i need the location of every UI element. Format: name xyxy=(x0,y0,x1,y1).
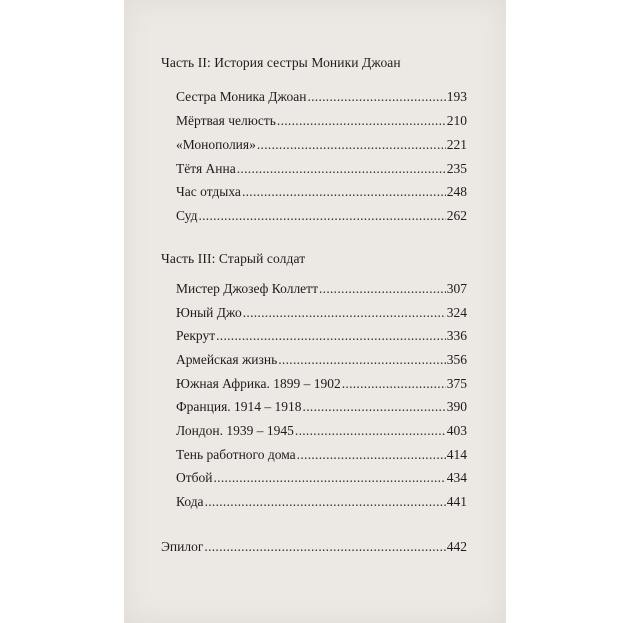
toc-entry xyxy=(176,208,467,224)
toc-entry xyxy=(176,423,467,439)
leader-dots xyxy=(198,208,445,224)
book-page xyxy=(124,0,506,623)
toc-entry xyxy=(176,328,467,344)
toc-entry-label: Мистер Джозеф Коллетт xyxy=(176,281,318,296)
toc-entry xyxy=(176,470,467,486)
toc-entry-epilogue xyxy=(161,539,467,555)
toc-entry-label: Тень работного дома xyxy=(176,447,296,462)
toc-entry-page: 307 xyxy=(446,281,467,296)
toc-entry-page: 235 xyxy=(446,161,467,176)
toc-entry-page: 262 xyxy=(446,208,467,223)
part-3-title: Часть III: Старый солдат xyxy=(161,251,306,266)
toc-entry xyxy=(176,352,467,368)
leader-dots xyxy=(216,328,446,344)
leader-dots xyxy=(204,539,445,555)
toc-entry-page: 441 xyxy=(446,494,467,509)
toc-entry-label: «Монополия» xyxy=(176,137,256,152)
toc-entry-label: Суд xyxy=(176,208,198,223)
toc-entry-page: 375 xyxy=(446,376,467,391)
toc-entry-label: Южная Африка. 1899 – 1902 xyxy=(176,376,341,391)
toc-entry xyxy=(176,113,467,129)
toc-entry xyxy=(176,161,467,177)
leader-dots xyxy=(295,423,446,439)
leader-dots xyxy=(277,113,446,129)
toc-entry xyxy=(176,305,467,321)
toc-entry-page: 442 xyxy=(446,539,467,554)
leader-dots xyxy=(257,137,446,153)
toc-entry xyxy=(176,137,467,153)
leader-dots xyxy=(307,89,445,105)
toc-entry-label: Юный Джо xyxy=(176,305,242,320)
toc-entry-page: 210 xyxy=(446,113,467,128)
toc-entry-label: Мёртвая челюсть xyxy=(176,113,276,128)
toc-entry-label: Отбой xyxy=(176,470,213,485)
toc-entry-label: Сестра Моника Джоан xyxy=(176,89,307,104)
toc-entry xyxy=(176,494,467,510)
toc-entry-label: Час отдыха xyxy=(176,184,241,199)
toc-entry-page: 248 xyxy=(446,184,467,199)
leader-dots xyxy=(214,470,446,486)
leader-dots xyxy=(297,447,446,463)
toc-entry-page: 403 xyxy=(446,423,467,438)
leader-dots xyxy=(303,399,446,415)
leader-dots xyxy=(319,281,446,297)
toc-entry-label: Кода xyxy=(176,494,204,509)
leader-dots xyxy=(242,184,446,200)
toc-entry xyxy=(176,399,467,415)
toc-entry-label: Эпилог xyxy=(161,539,204,554)
toc-entry-label: Лондон. 1939 – 1945 xyxy=(176,423,294,438)
toc-entry-page: 390 xyxy=(446,399,467,414)
leader-dots xyxy=(237,161,446,177)
toc-entry-label: Тётя Анна xyxy=(176,161,236,176)
leader-dots xyxy=(243,305,446,321)
toc-entry-page: 193 xyxy=(446,89,467,104)
leader-dots xyxy=(278,352,446,368)
toc-entry-label: Армейская жизнь xyxy=(176,352,278,367)
toc-entry xyxy=(176,184,467,200)
toc-entry xyxy=(176,376,467,392)
toc-entry-label: Рекрут xyxy=(176,328,216,343)
part-2-title: Часть II: История сестры Моники Джоан xyxy=(161,55,401,70)
leader-dots xyxy=(205,494,446,510)
toc-entry-page: 434 xyxy=(446,470,467,485)
toc-entry-page: 356 xyxy=(446,352,467,367)
leader-dots xyxy=(342,376,446,392)
toc-entry-page: 221 xyxy=(446,137,467,152)
toc-entry-page: 414 xyxy=(446,447,467,462)
toc-entry xyxy=(176,281,467,297)
toc-entry xyxy=(176,89,467,105)
toc-entry-page: 324 xyxy=(446,305,467,320)
toc-entry-label: Франция. 1914 – 1918 xyxy=(176,399,302,414)
toc-entry-page: 336 xyxy=(446,328,467,343)
toc-entry xyxy=(176,447,467,463)
